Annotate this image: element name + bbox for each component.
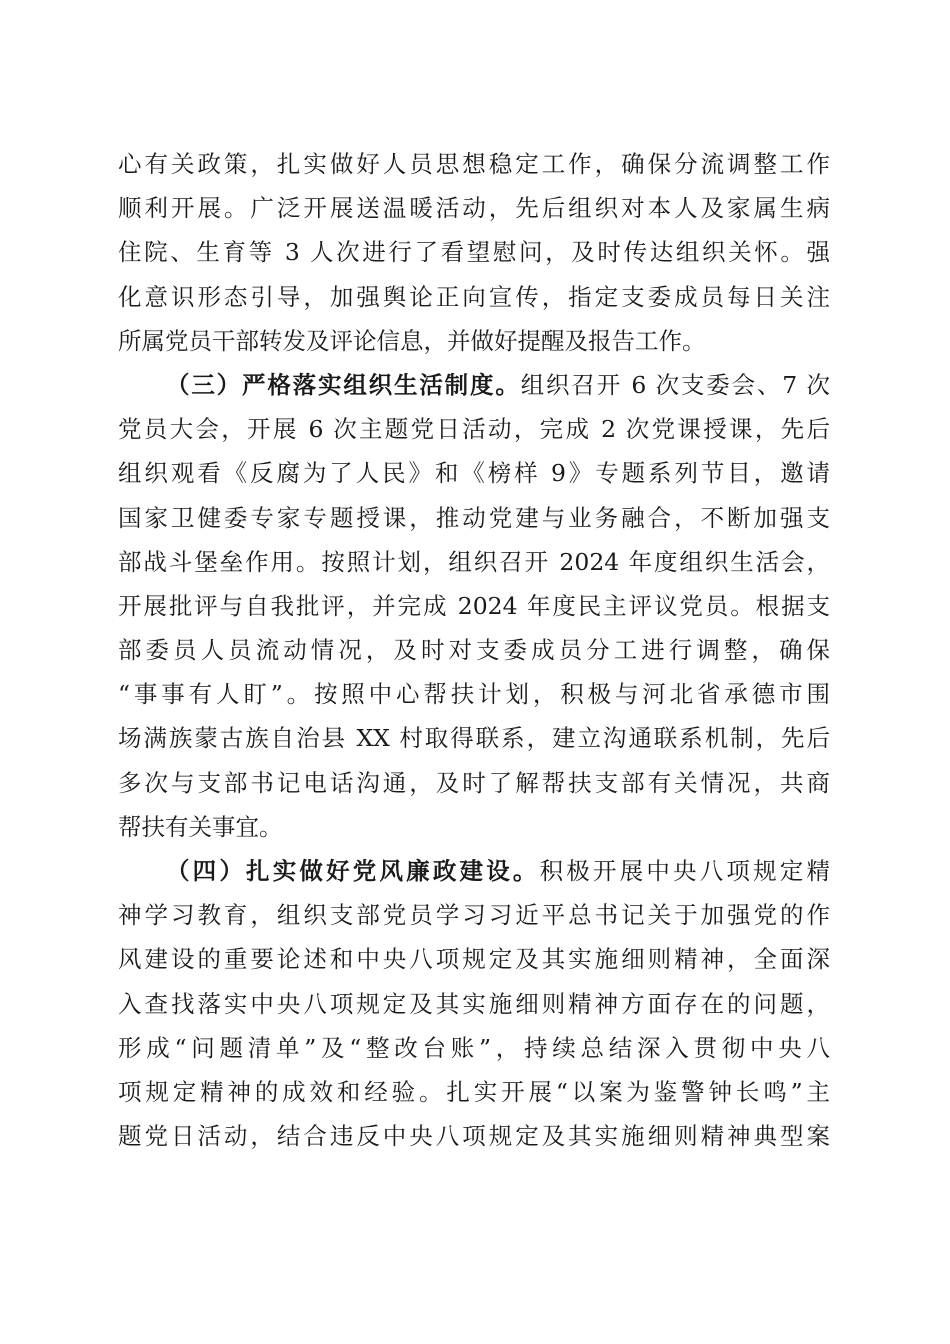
section-heading-4: （四）扎实做好党风廉政建设。 [166,857,540,885]
text-line: 组织观看《反腐为了人民》和《榜样 9》专题系列节目，邀请 [118,459,830,488]
paragraph-organization-life [118,363,830,849]
text-line: “事事有人盯”。按照中心帮扶计划，积极与河北省承德市围 [118,680,830,709]
text-line: 党员大会，开展 6 次主题党日活动，完成 2 次党课授课，先后 [118,415,830,444]
text-line: 国家卫健委专家专题授课，推动党建与业务融合，不断加强支 [118,503,830,532]
paragraph-integrity [118,849,830,1158]
text-line: 帮扶有关事宜。 [118,812,283,841]
text-run: 积极开展中央八项规定精 [539,857,830,885]
text-line: 场满族蒙古族自治县 XX 村取得联系，建立沟通联系机制，先后 [118,724,830,753]
text-line: 开展批评与自我批评，并完成 2024 年度民主评议党员。根据支 [118,591,830,620]
text-line [118,849,830,893]
text-line: 项规定精神的成效和经验。扎实开展“以案为鉴警钟长鸣”主 [118,1077,830,1106]
text-line [118,363,830,407]
text-line: 部战斗堡垒作用。按照计划，组织召开 2024 年度组织生活会， [118,547,830,576]
text-line: 神学习教育，组织支部党员学习习近平总书记关于加强党的作 [118,901,830,930]
body-text [118,142,830,1158]
text-line: 形成“问题清单”及“整改台账”，持续总结深入贯彻中央八 [118,1033,830,1062]
text-line: 风建设的重要论述和中央八项规定及其实施细则精神，全面深 [118,945,830,974]
paragraph-continuation [118,142,830,363]
text-line: 化意识形态引导，加强舆论正向宣传，指定支委成员每日关注 [118,282,830,311]
text-line: 部委员人员流动情况，及时对支委成员分工进行调整，确保 [118,636,830,665]
section-heading-3: （三）严格落实组织生活制度。 [166,370,521,399]
text-line: 顺利开展。广泛开展送温暖活动，先后组织对本人及家属生病 [118,194,830,223]
text-line: 心有关政策，扎实做好人员思想稳定工作，确保分流调整工作 [118,150,830,178]
text-line: 多次与支部书记电话沟通，及时了解帮扶支部有关情况，共商 [118,768,830,797]
text-run: 组织召开 6 次支委会、7 次 [520,370,831,399]
text-line: 所属党员干部转发及评论信息，并做好提醒及报告工作。 [118,326,706,355]
text-line: 入查找落实中央八项规定及其实施细则精神方面存在的问题， [118,989,830,1018]
text-line: 题党日活动，结合违反中央八项规定及其实施细则精神典型案 [118,1122,830,1151]
text-line: 住院、生育等 3 人次进行了看望慰问，及时传达组织关怀。强 [118,238,830,267]
